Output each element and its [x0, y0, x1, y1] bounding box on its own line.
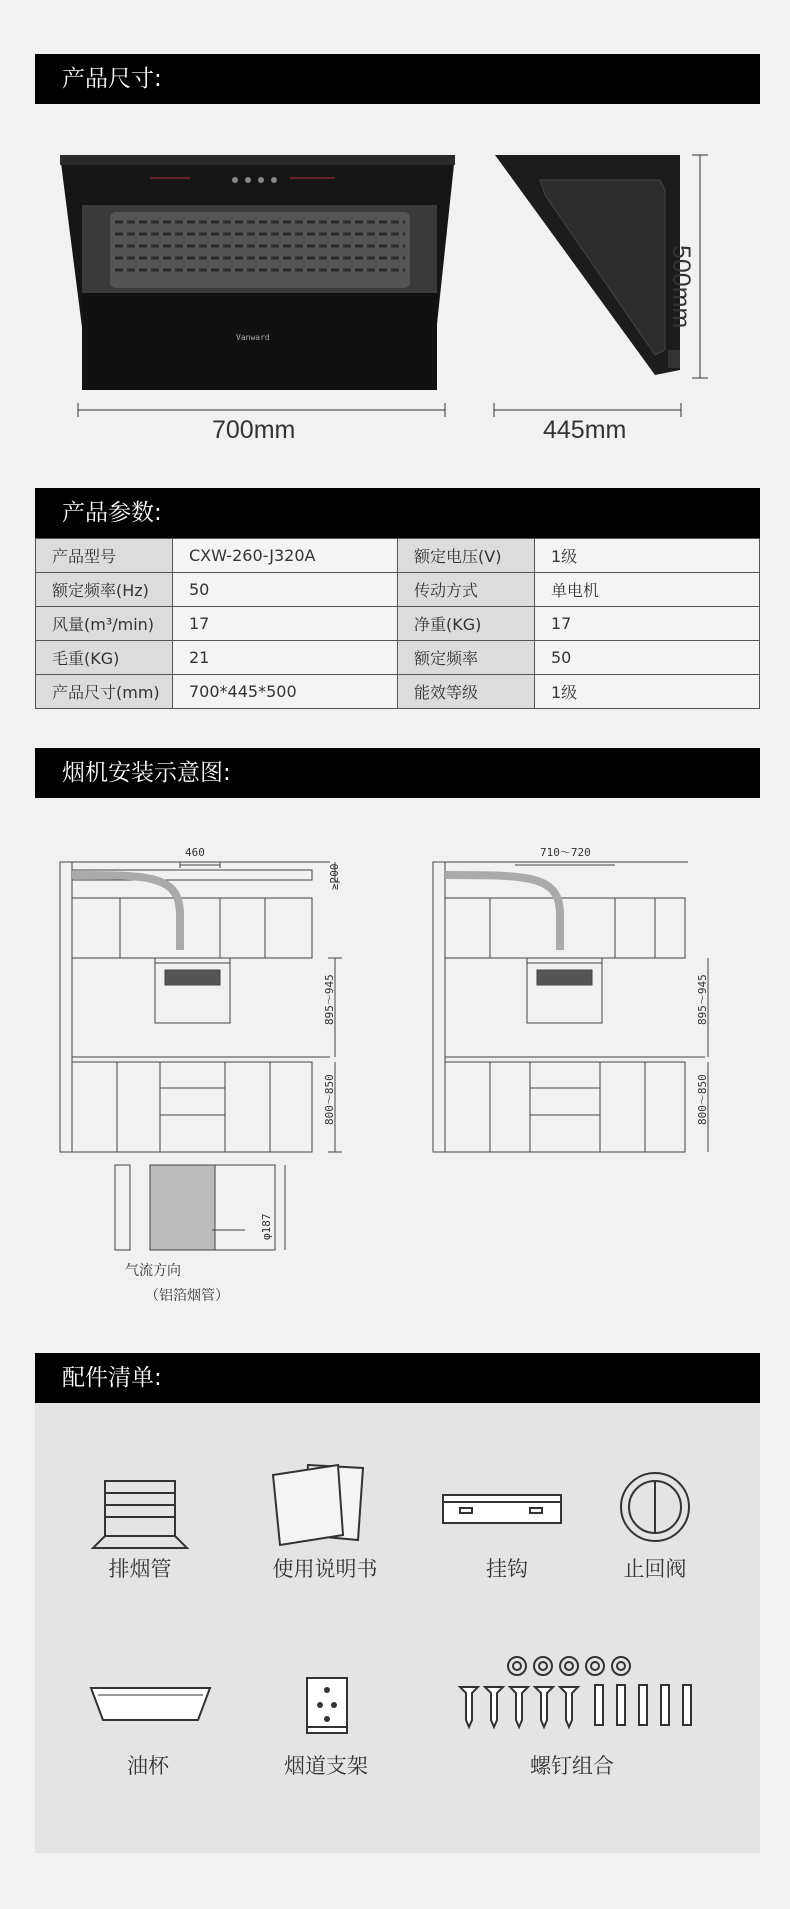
section-title-accessories: 配件清单:: [35, 1353, 760, 1403]
install-diagram: [0, 820, 790, 1320]
section-title-params: 产品参数:: [35, 488, 760, 538]
accessory-label-flue-bracket: 烟道支架: [284, 1754, 368, 1778]
svg-text:≥200: ≥200: [328, 863, 341, 890]
svg-text:φ187: φ187: [260, 1213, 273, 1240]
svg-text:710～720: 710～720: [540, 846, 591, 859]
accessory-label-oil-cup: 油杯: [127, 1754, 169, 1778]
hood-front-image: [60, 150, 460, 395]
section-title-install: 烟机安装示意图:: [35, 748, 760, 798]
flue-bracket-icon: [302, 1675, 352, 1740]
hook-icon: [440, 1490, 565, 1530]
svg-text:（铝箔烟管）: （铝箔烟管）: [145, 1288, 229, 1304]
svg-text:气流方向: 气流方向: [125, 1263, 181, 1279]
table-row: 产品尺寸(mm) 700*445*500 能效等级 1级: [36, 675, 760, 709]
svg-text:460: 460: [185, 846, 205, 859]
height-dimension: 500mm: [667, 245, 695, 329]
params-table: [35, 538, 760, 709]
svg-text:800～850: 800～850: [323, 1074, 336, 1125]
table-row: 额定频率(Hz) 50 传动方式 单电机: [36, 573, 760, 607]
table-row: 风量(m³/min) 17 净重(KG) 17: [36, 607, 760, 641]
oil-cup-icon: [88, 1685, 213, 1725]
accessory-label-exhaust-pipe: 排烟管: [108, 1557, 172, 1581]
exhaust-pipe-icon: [90, 1478, 190, 1553]
screw-set-icon: [455, 1655, 695, 1740]
svg-text:895～945: 895～945: [323, 974, 336, 1025]
depth-dimension: 445mm: [543, 416, 627, 444]
dimension-lines: [0, 395, 790, 425]
table-row: 产品型号 CXW-260-J320A 额定电压(V) 1级: [36, 539, 760, 573]
manual-icon: [268, 1460, 368, 1550]
svg-text:800～850: 800～850: [696, 1074, 709, 1125]
check-valve-icon: [618, 1470, 693, 1545]
accessory-label-manual: 使用说明书: [272, 1557, 378, 1581]
section-title-size: 产品尺寸:: [35, 54, 760, 104]
svg-text:Vanward: Vanward: [236, 333, 270, 342]
table-row: 毛重(KG) 21 额定频率 50: [36, 641, 760, 675]
width-dimension: 700mm: [212, 416, 296, 444]
accessory-label-screw-set: 螺钉组合: [530, 1754, 614, 1778]
svg-text:895～945: 895～945: [696, 974, 709, 1025]
accessory-label-check-valve: 止回阀: [623, 1557, 687, 1581]
accessory-label-hook: 挂钩: [486, 1557, 528, 1581]
